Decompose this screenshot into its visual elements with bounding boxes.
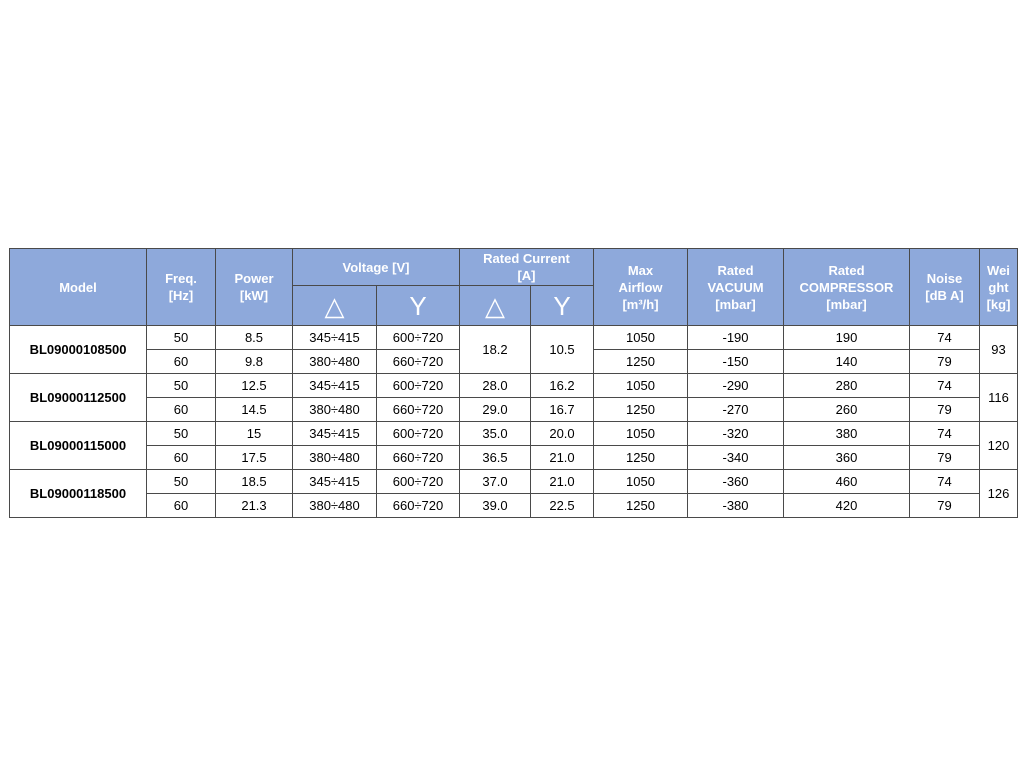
header-power-label: Power <box>234 271 274 286</box>
header-freq <box>147 249 216 326</box>
voltage-delta-cell: 380÷480 <box>293 446 377 470</box>
noise-cell: 74 <box>910 422 980 446</box>
header-weight-unit: [kg] <box>986 296 1011 312</box>
vacuum-cell: -360 <box>688 470 784 494</box>
current-delta-cell: 18.2 <box>460 326 531 374</box>
vacuum-cell: -290 <box>688 374 784 398</box>
header-vacuum-line2: VACUUM <box>707 279 764 295</box>
voltage-star-symbol: Y <box>377 286 460 326</box>
vacuum-cell: -270 <box>688 398 784 422</box>
airflow-cell: 1050 <box>594 326 688 350</box>
freq-cell: 60 <box>147 446 216 470</box>
header-noise-unit: [dB A] <box>925 288 964 303</box>
spec-table <box>9 248 1018 518</box>
voltage-delta-cell: 380÷480 <box>293 494 377 518</box>
header-vacuum-unit: [mbar] <box>715 296 756 312</box>
header-compressor-line2: COMPRESSOR <box>799 279 894 295</box>
voltage-delta-cell: 345÷415 <box>293 326 377 350</box>
current-delta-cell: 28.0 <box>460 374 531 398</box>
current-star-cell: 20.0 <box>531 422 594 446</box>
noise-cell: 79 <box>910 398 980 422</box>
voltage-star-cell: 660÷720 <box>377 494 460 518</box>
voltage-delta-symbol: △ <box>293 286 377 326</box>
freq-cell: 60 <box>147 350 216 374</box>
header-weight <box>980 249 1018 326</box>
current-star-symbol: Y <box>531 286 594 326</box>
power-cell: 15 <box>216 422 293 446</box>
current-star-cell: 16.2 <box>531 374 594 398</box>
header-voltage: Voltage [V] <box>293 249 460 286</box>
power-cell: 21.3 <box>216 494 293 518</box>
header-freq-label: Freq. <box>165 271 197 286</box>
header-compressor-unit: [mbar] <box>826 296 867 312</box>
header-airflow-unit: [m³/h] <box>622 296 659 312</box>
header-airflow-line1: Max <box>627 262 654 278</box>
voltage-star-cell: 600÷720 <box>377 422 460 446</box>
power-cell: 9.8 <box>216 350 293 374</box>
header-compressor-line1: Rated <box>828 262 865 278</box>
voltage-delta-cell: 380÷480 <box>293 350 377 374</box>
voltage-star-cell: 660÷720 <box>377 446 460 470</box>
voltage-star-cell: 660÷720 <box>377 398 460 422</box>
header-power-unit: [kW] <box>239 288 269 303</box>
current-delta-cell: 39.0 <box>460 494 531 518</box>
vacuum-cell: -190 <box>688 326 784 350</box>
model-cell: BL09000115000 <box>10 422 147 470</box>
table-row <box>10 422 1018 446</box>
airflow-cell: 1250 <box>594 350 688 374</box>
table-row <box>10 470 1018 494</box>
vacuum-cell: -380 <box>688 494 784 518</box>
weight-cell: 93 <box>980 326 1018 374</box>
compressor-cell: 280 <box>784 374 910 398</box>
compressor-cell: 190 <box>784 326 910 350</box>
compressor-cell: 420 <box>784 494 910 518</box>
model-cell: BL09000112500 <box>10 374 147 422</box>
header-rated-current <box>460 249 594 286</box>
noise-cell: 74 <box>910 374 980 398</box>
current-star-cell: 21.0 <box>531 470 594 494</box>
compressor-cell: 380 <box>784 422 910 446</box>
compressor-cell: 140 <box>784 350 910 374</box>
power-cell: 14.5 <box>216 398 293 422</box>
voltage-delta-cell: 345÷415 <box>293 422 377 446</box>
freq-cell: 60 <box>147 494 216 518</box>
model-cell: BL09000108500 <box>10 326 147 374</box>
header-vacuum <box>688 249 784 326</box>
header-weight-line2: ght <box>988 279 1009 295</box>
airflow-cell: 1050 <box>594 422 688 446</box>
weight-cell: 126 <box>980 470 1018 518</box>
current-star-cell: 21.0 <box>531 446 594 470</box>
current-delta-cell: 37.0 <box>460 470 531 494</box>
model-cell: BL09000118500 <box>10 470 147 518</box>
noise-cell: 79 <box>910 350 980 374</box>
airflow-cell: 1250 <box>594 494 688 518</box>
voltage-delta-cell: 345÷415 <box>293 470 377 494</box>
airflow-cell: 1250 <box>594 398 688 422</box>
freq-cell: 50 <box>147 326 216 350</box>
current-delta-symbol: △ <box>460 286 531 326</box>
current-star-cell: 22.5 <box>531 494 594 518</box>
table-row <box>10 326 1018 350</box>
header-current-label: Rated Current <box>483 251 570 266</box>
voltage-star-cell: 600÷720 <box>377 326 460 350</box>
header-model: Model <box>10 249 147 326</box>
voltage-star-cell: 600÷720 <box>377 470 460 494</box>
vacuum-cell: -340 <box>688 446 784 470</box>
current-delta-cell: 35.0 <box>460 422 531 446</box>
noise-cell: 79 <box>910 494 980 518</box>
power-cell: 18.5 <box>216 470 293 494</box>
table-body <box>10 326 1018 518</box>
compressor-cell: 460 <box>784 470 910 494</box>
header-airflow-line2: Airflow <box>618 279 663 295</box>
compressor-cell: 260 <box>784 398 910 422</box>
voltage-delta-cell: 380÷480 <box>293 398 377 422</box>
header-noise <box>910 249 980 326</box>
freq-cell: 50 <box>147 422 216 446</box>
freq-cell: 60 <box>147 398 216 422</box>
vacuum-cell: -320 <box>688 422 784 446</box>
freq-cell: 50 <box>147 470 216 494</box>
table-row <box>10 446 1018 470</box>
header-freq-unit: [Hz] <box>168 288 194 303</box>
table-row <box>10 398 1018 422</box>
header-power <box>216 249 293 326</box>
airflow-cell: 1050 <box>594 374 688 398</box>
power-cell: 17.5 <box>216 446 293 470</box>
header-noise-label: Noise <box>926 271 963 286</box>
airflow-cell: 1050 <box>594 470 688 494</box>
noise-cell: 74 <box>910 326 980 350</box>
header-vacuum-line1: Rated <box>717 262 754 278</box>
voltage-star-cell: 600÷720 <box>377 374 460 398</box>
table-header <box>10 249 1018 326</box>
vacuum-cell: -150 <box>688 350 784 374</box>
noise-cell: 74 <box>910 470 980 494</box>
voltage-star-cell: 660÷720 <box>377 350 460 374</box>
power-cell: 8.5 <box>216 326 293 350</box>
header-compressor <box>784 249 910 326</box>
header-weight-line1: Wei <box>987 262 1010 278</box>
noise-cell: 79 <box>910 446 980 470</box>
header-current-unit: [A] <box>517 268 536 283</box>
compressor-cell: 360 <box>784 446 910 470</box>
voltage-delta-cell: 345÷415 <box>293 374 377 398</box>
weight-cell: 120 <box>980 422 1018 470</box>
power-cell: 12.5 <box>216 374 293 398</box>
current-delta-cell: 36.5 <box>460 446 531 470</box>
airflow-cell: 1250 <box>594 446 688 470</box>
current-delta-cell: 29.0 <box>460 398 531 422</box>
header-airflow <box>594 249 688 326</box>
table-row <box>10 374 1018 398</box>
freq-cell: 50 <box>147 374 216 398</box>
table-row <box>10 494 1018 518</box>
current-star-cell: 10.5 <box>531 326 594 374</box>
current-star-cell: 16.7 <box>531 398 594 422</box>
weight-cell: 116 <box>980 374 1018 422</box>
